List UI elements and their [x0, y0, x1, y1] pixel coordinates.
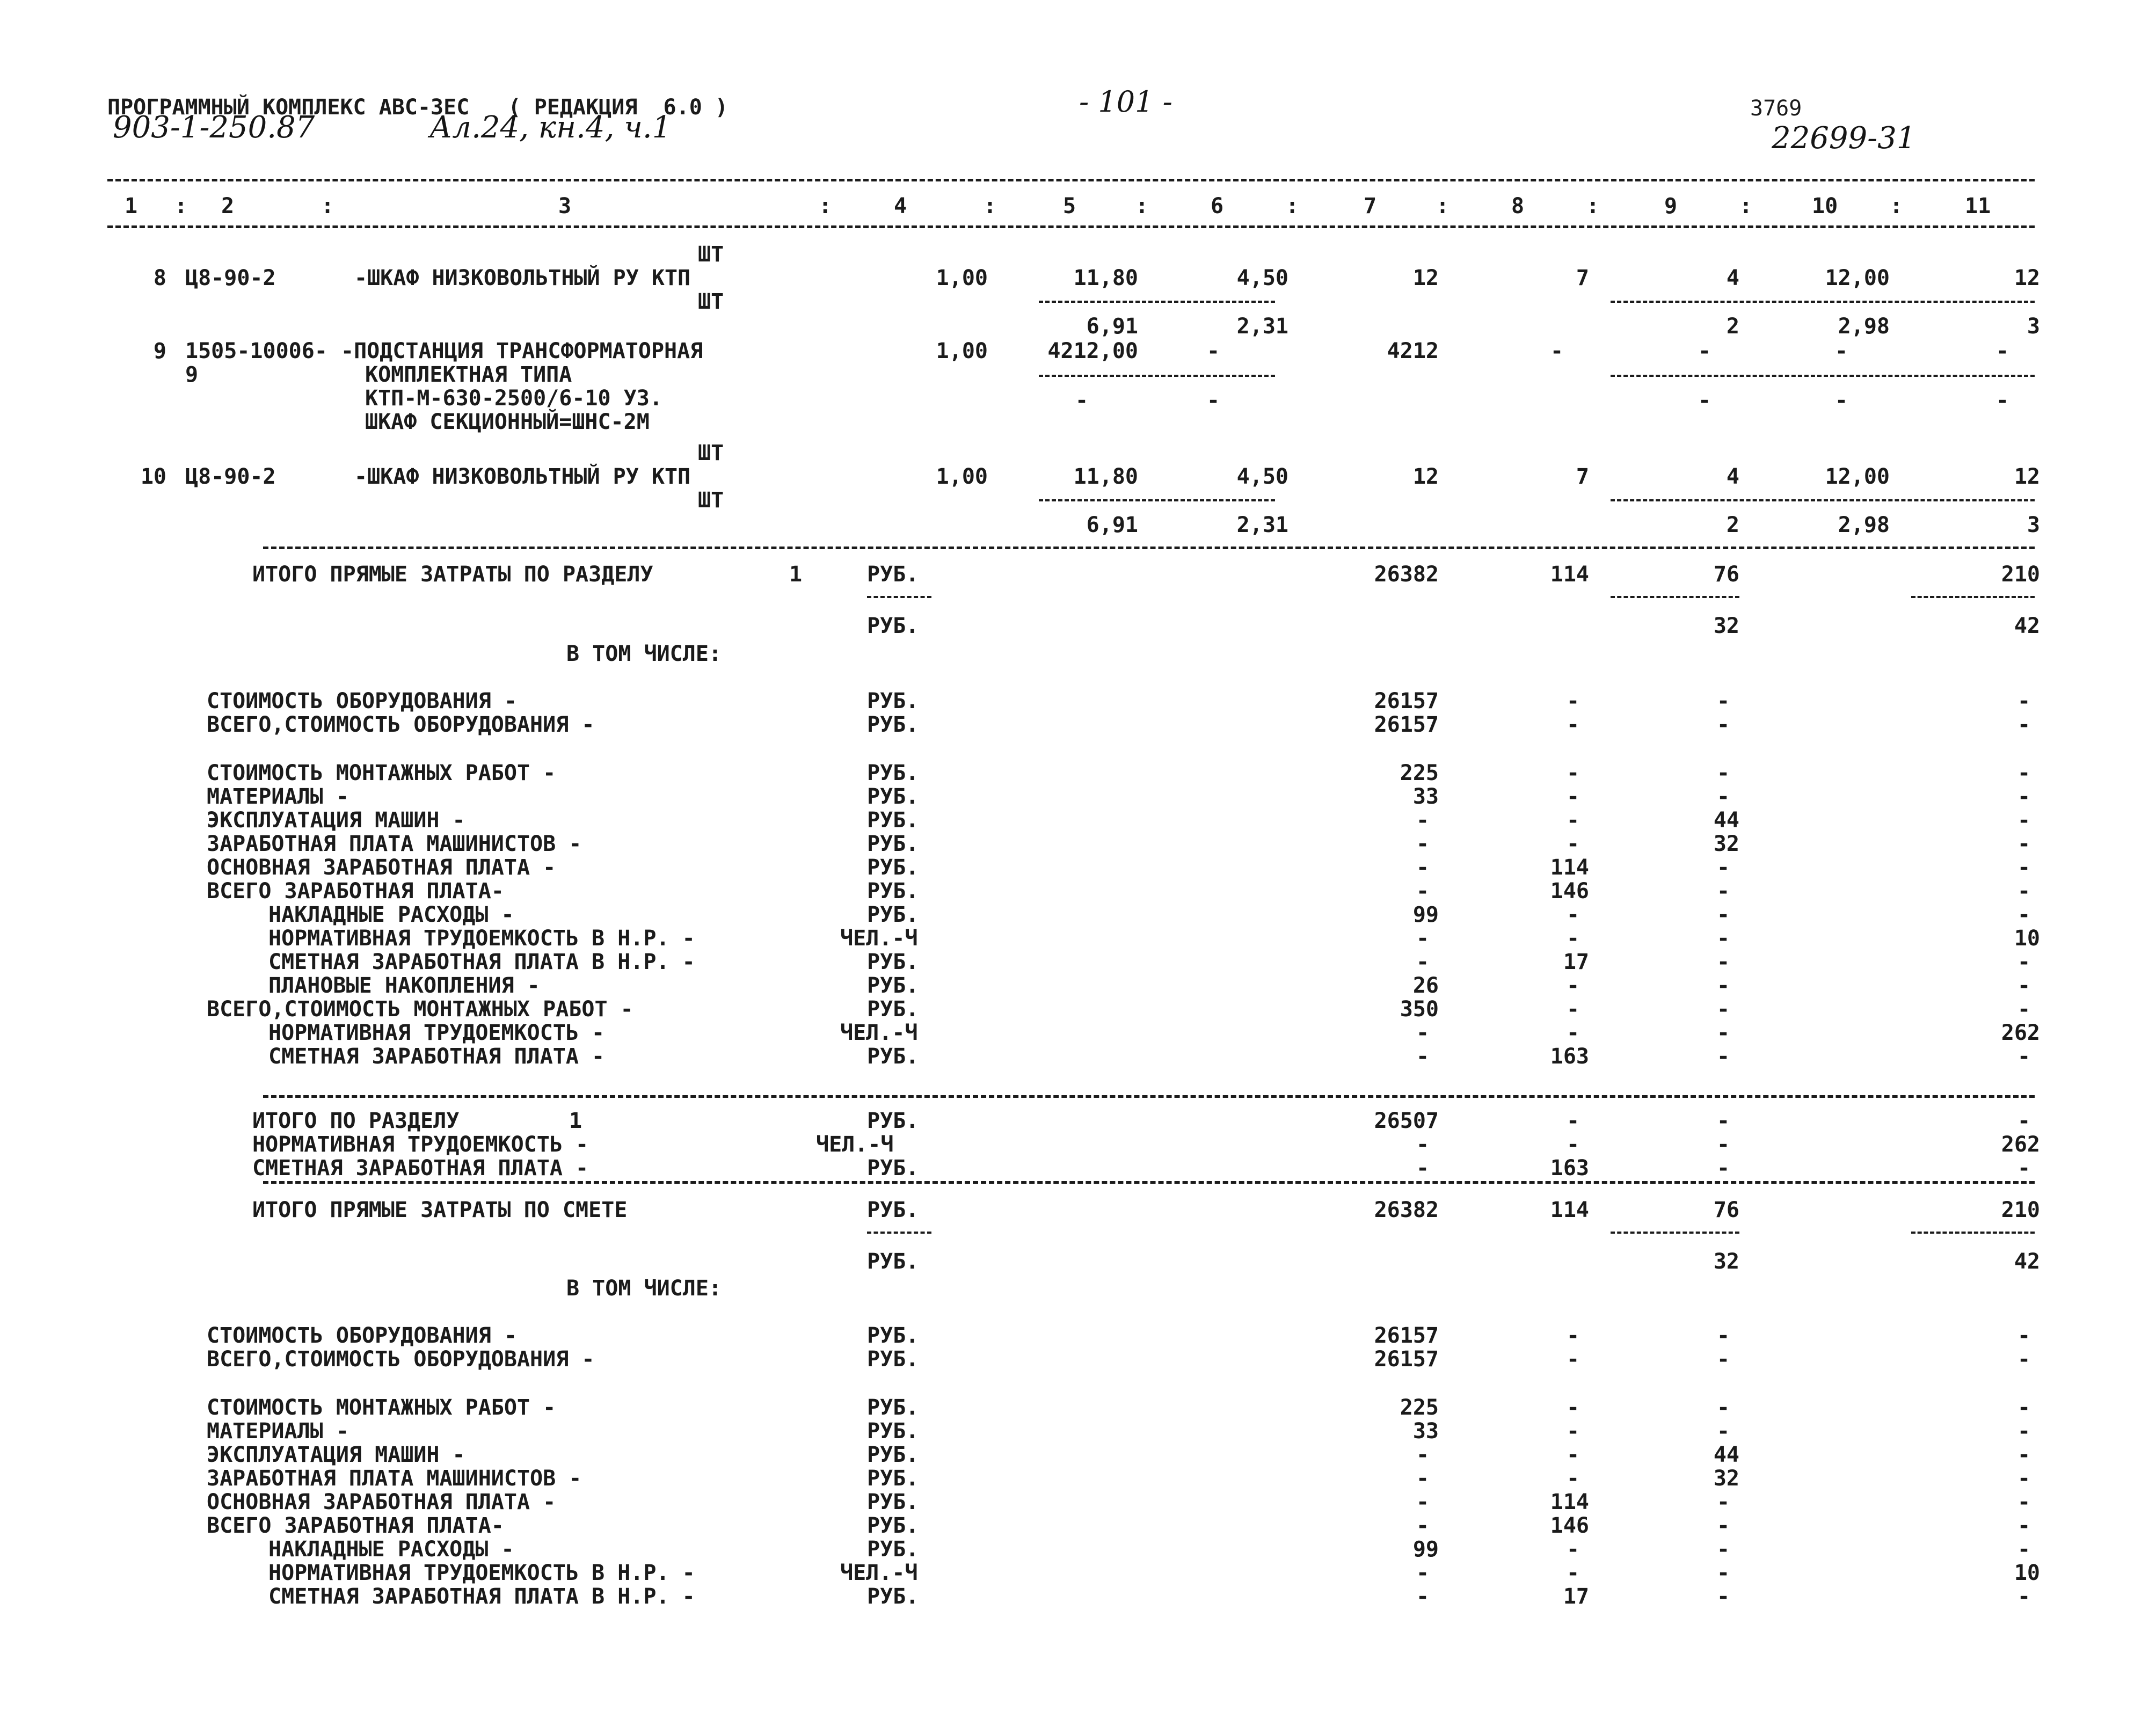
item-code: Ц8-90-2	[185, 266, 276, 290]
unit-label: ШТ	[698, 441, 724, 465]
total-c7: 26382	[1374, 562, 1439, 587]
program-title: ПРОГРАММНЫЙ КОМПЛЕКС АВС-3ЕС ( РЕДАКЦИЯ 6.0 )	[107, 95, 728, 120]
row-label: ВСЕГО,СТОИМОСТЬ ОБОРУДОВАНИЯ -	[207, 1347, 595, 1372]
item-c9-bottom: -	[1698, 388, 1711, 413]
value-c9: -	[1716, 997, 1730, 1022]
item-c5: 4212,00	[1047, 339, 1138, 363]
value-c8: 114	[1550, 855, 1589, 880]
item-c9: 4	[1726, 464, 1739, 489]
value-c8: -	[1566, 997, 1580, 1022]
section-rule	[263, 1095, 2035, 1098]
section-number: 1	[789, 562, 803, 587]
unit-label: РУБ.	[867, 1347, 919, 1372]
total-c11: 210	[2001, 1198, 2040, 1222]
value-c9: -	[1716, 1537, 1730, 1562]
row-label: ВСЕГО,СТОИМОСТЬ ОБОРУДОВАНИЯ -	[207, 712, 595, 737]
item-quantity: 1,00	[936, 266, 988, 290]
total-c7: 26382	[1374, 1198, 1439, 1222]
item-c6-bottom: 2,31	[1236, 314, 1288, 339]
value-c7: -	[1416, 1584, 1430, 1609]
value-c9: -	[1716, 1490, 1730, 1514]
unit-label: ЧЕЛ.-Ч	[840, 1561, 918, 1585]
col-sep: :	[819, 194, 832, 218]
value-c9: -	[1716, 902, 1730, 927]
item-name: ШКАФ СЕКЦИОННЫЙ=ШНС-2М	[365, 410, 650, 434]
item-c8: 7	[1576, 266, 1589, 290]
col-7: 7	[1364, 194, 1377, 218]
value-c8: -	[1566, 1466, 1580, 1491]
item-c6: 4,50	[1236, 266, 1288, 290]
value-c8: -	[1566, 1443, 1580, 1467]
col-sep: :	[174, 194, 188, 218]
value-c7: -	[1416, 855, 1430, 880]
total-c11-bottom: 42	[2014, 614, 2040, 638]
value-c8: -	[1566, 1561, 1580, 1585]
page-number: - 101 -	[1079, 85, 1172, 119]
item-c6-bottom: -	[1206, 388, 1220, 413]
value-c11: -	[2017, 1466, 2031, 1491]
value-c7: 225	[1400, 1395, 1439, 1420]
value-c7: 33	[1412, 1419, 1439, 1444]
item-c5-bottom: 6,91	[1086, 513, 1138, 537]
value-c9: -	[1716, 1132, 1730, 1157]
col-8: 8	[1511, 194, 1525, 218]
value-c11: -	[2017, 1156, 2031, 1181]
item-name: -ШКАФ НИЗКОВОЛЬТНЫЙ РУ КТП	[354, 464, 691, 489]
item-c7: 4212	[1387, 339, 1439, 363]
value-c11: -	[2017, 1443, 2031, 1467]
total-c9: 76	[1713, 1198, 1739, 1222]
value-c8: -	[1566, 1419, 1580, 1444]
unit-label: РУБ.	[867, 1109, 919, 1133]
unit-label: РУБ.	[867, 761, 919, 785]
item-c11-bottom: -	[1995, 388, 2009, 413]
value-c7: -	[1416, 926, 1430, 951]
including-heading: В ТОМ ЧИСЛЕ:	[566, 642, 722, 666]
col-sep: :	[1739, 194, 1753, 218]
value-c11: -	[2017, 855, 2031, 880]
value-c8: -	[1566, 973, 1580, 998]
row-label: НАКЛАДНЫЕ РАСХОДЫ -	[268, 1537, 514, 1562]
value-c9: 32	[1713, 1466, 1739, 1491]
unit-label: РУБ.	[867, 1513, 919, 1538]
row-label: СТОИМОСТЬ ОБОРУДОВАНИЯ -	[207, 689, 517, 713]
header-rule-top	[107, 179, 2035, 181]
value-c11: -	[2017, 1044, 2031, 1069]
value-c8: -	[1566, 1021, 1580, 1045]
value-c8: -	[1566, 784, 1580, 809]
value-c11: -	[2017, 1537, 2031, 1562]
value-c7: 26157	[1374, 1323, 1439, 1348]
value-c9: -	[1716, 1347, 1730, 1372]
subrow-rule	[1039, 499, 1275, 501]
value-c7: -	[1416, 1513, 1430, 1538]
item-c6-bottom: 2,31	[1236, 513, 1288, 537]
col-11: 11	[1965, 194, 1991, 218]
item-c5-bottom: -	[1075, 388, 1089, 413]
value-c9: -	[1716, 1513, 1730, 1538]
col-sep: :	[1586, 194, 1600, 218]
value-c9: -	[1716, 1044, 1730, 1069]
value-c11: 10	[2014, 1561, 2040, 1585]
value-c11: 262	[2001, 1021, 2040, 1045]
value-c9: -	[1716, 950, 1730, 974]
unit-label: РУБ.	[867, 1044, 919, 1069]
row-label: ЗАРАБОТНАЯ ПЛАТА МАШИНИСТОВ -	[207, 1466, 582, 1491]
item-c8: -	[1550, 339, 1564, 363]
item-c10-bottom: 2,98	[1838, 513, 1890, 537]
value-c7: -	[1416, 808, 1430, 833]
row-label: НОРМАТИВНАЯ ТРУДОЕМКОСТЬ -	[252, 1132, 589, 1157]
item-c5: 11,80	[1073, 464, 1138, 489]
item-code: 1505-10006-	[185, 339, 327, 363]
unit-label: РУБ.	[867, 1537, 919, 1562]
col-5: 5	[1063, 194, 1076, 218]
item-c10-bottom: -	[1834, 388, 1848, 413]
row-label: ИТОГО ПО РАЗДЕЛУ	[252, 1109, 460, 1133]
total-c8: 114	[1550, 562, 1589, 587]
unit-label: РУБ.	[867, 832, 919, 856]
item-c10: 12,00	[1825, 266, 1890, 290]
unit-label: РУБ.	[867, 1198, 919, 1222]
value-c11: 262	[2001, 1132, 2040, 1157]
item-c11-bottom: 3	[2027, 314, 2040, 339]
item-c6: -	[1206, 339, 1220, 363]
row-label: МАТЕРИАЛЫ -	[207, 1419, 349, 1444]
item-number: 10	[140, 464, 166, 489]
row-label: СМЕТНАЯ ЗАРАБОТНАЯ ПЛАТА -	[268, 1044, 605, 1069]
unit-label: РУБ.	[867, 1249, 919, 1274]
value-c9: 32	[1713, 832, 1739, 856]
row-label: ВСЕГО,СТОИМОСТЬ МОНТАЖНЫХ РАБОТ -	[207, 997, 633, 1022]
row-label: ЭКСПЛУАТАЦИЯ МАШИН -	[207, 1443, 465, 1467]
value-c11: -	[2017, 689, 2031, 713]
row-label: СТОИМОСТЬ МОНТАЖНЫХ РАБОТ -	[207, 1395, 556, 1420]
value-c7: -	[1416, 1561, 1430, 1585]
value-c11: -	[2017, 1584, 2031, 1609]
section-rule	[263, 1181, 2035, 1184]
value-c11: -	[2017, 761, 2031, 785]
total-c9-bottom: 32	[1713, 614, 1739, 638]
item-c8: 7	[1576, 464, 1589, 489]
row-label: НОРМАТИВНАЯ ТРУДОЕМКОСТЬ -	[268, 1021, 605, 1045]
value-c11: -	[2017, 832, 2031, 856]
value-c11: -	[2017, 1323, 2031, 1348]
unit-label: РУБ.	[867, 1156, 919, 1181]
value-c7: 26157	[1374, 1347, 1439, 1372]
value-c9: -	[1716, 1395, 1730, 1420]
value-c8: -	[1566, 1132, 1580, 1157]
value-c9: -	[1716, 1156, 1730, 1181]
value-c7: 26507	[1374, 1109, 1439, 1133]
including-heading: В ТОМ ЧИСЛЕ:	[566, 1276, 722, 1301]
item-c11: 12	[2014, 266, 2040, 290]
value-c11: -	[2017, 997, 2031, 1022]
total-c9-bottom: 32	[1713, 1249, 1739, 1274]
value-c9: -	[1716, 926, 1730, 951]
value-c11: -	[2017, 784, 2031, 809]
value-c11: -	[2017, 1347, 2031, 1372]
value-c8: -	[1566, 926, 1580, 951]
subrow-rule	[1611, 301, 2035, 303]
value-c8: 146	[1550, 879, 1589, 904]
row-label: СМЕТНАЯ ЗАРАБОТНАЯ ПЛАТА В Н.Р. -	[268, 1584, 695, 1609]
value-c9: -	[1716, 1021, 1730, 1045]
unit-label: РУБ.	[867, 855, 919, 880]
unit-label: ЧЕЛ.-Ч	[840, 926, 918, 951]
item-c5: 11,80	[1073, 266, 1138, 290]
item-code: Ц8-90-2	[185, 464, 276, 489]
unit-label: ШТ	[698, 242, 724, 267]
value-c8: -	[1566, 1395, 1580, 1420]
item-name: -ПОДСТАНЦИЯ ТРАНСФОРМАТОРНАЯ	[341, 339, 703, 363]
subrow-rule	[1611, 375, 2035, 377]
item-c9: 4	[1726, 266, 1739, 290]
unit-label: РУБ.	[867, 562, 919, 587]
value-c9: -	[1716, 879, 1730, 904]
doc-code: 903-1-250.87	[113, 110, 315, 145]
value-c7: -	[1416, 1156, 1430, 1181]
unit-label: РУБ.	[867, 808, 919, 833]
value-c11: -	[2017, 950, 2031, 974]
unit-label: РУБ.	[867, 902, 919, 927]
value-c7: 33	[1412, 784, 1439, 809]
row-label: НОРМАТИВНАЯ ТРУДОЕМКОСТЬ В Н.Р. -	[268, 926, 695, 951]
value-c7: -	[1416, 1044, 1430, 1069]
item-c9: -	[1698, 339, 1711, 363]
value-c9: -	[1716, 761, 1730, 785]
value-c9: -	[1716, 1419, 1730, 1444]
unit-label: ЧЕЛ.-Ч	[840, 1021, 918, 1045]
section-total-label: ИТОГО ПРЯМЫЕ ЗАТРАТЫ ПО РАЗДЕЛУ	[252, 562, 653, 587]
value-c8: -	[1566, 1109, 1580, 1133]
col-sep: :	[1436, 194, 1450, 218]
value-c7: 26157	[1374, 689, 1439, 713]
value-c8: 163	[1550, 1156, 1589, 1181]
value-c9: -	[1716, 973, 1730, 998]
value-c8: -	[1566, 712, 1580, 737]
value-c7: 26	[1412, 973, 1439, 998]
value-c8: -	[1566, 1323, 1580, 1348]
item-number: 9	[153, 339, 166, 363]
value-c11: -	[2017, 879, 2031, 904]
item-code-continued: 9	[185, 362, 199, 387]
item-c10-bottom: 2,98	[1838, 314, 1890, 339]
item-number: 8	[153, 266, 166, 290]
item-c11: -	[1995, 339, 2009, 363]
subrow-rule	[1611, 499, 2035, 501]
item-name: КТП-М-630-2500/6-10 У3.	[365, 386, 662, 411]
col-sep: :	[984, 194, 997, 218]
item-c11: 12	[2014, 464, 2040, 489]
col-sep: :	[321, 194, 334, 218]
unit-label: РУБ.	[867, 689, 919, 713]
unit-rule	[867, 596, 931, 598]
unit-label: ШТ	[698, 289, 724, 314]
total-c11-bottom: 42	[2014, 1249, 2040, 1274]
row-label: НАКЛАДНЫЕ РАСХОДЫ -	[268, 902, 514, 927]
item-c10: 12,00	[1825, 464, 1890, 489]
header-rule-bottom	[107, 225, 2035, 228]
value-c8: -	[1566, 902, 1580, 927]
value-c8: -	[1566, 689, 1580, 713]
item-quantity: 1,00	[936, 339, 988, 363]
value-c8: 146	[1550, 1513, 1589, 1538]
value-c7: -	[1416, 1132, 1430, 1157]
item-c7: 12	[1412, 464, 1439, 489]
row-label: ЭКСПЛУАТАЦИЯ МАШИН -	[207, 808, 465, 833]
subrow-rule	[1039, 375, 1275, 377]
subrow-rule	[1911, 1232, 2035, 1234]
total-c9: 76	[1713, 562, 1739, 587]
subrow-rule	[1611, 1232, 1739, 1234]
row-label: ОСНОВНАЯ ЗАРАБОТНАЯ ПЛАТА -	[207, 1490, 556, 1514]
unit-label: РУБ.	[867, 1490, 919, 1514]
item-c5-bottom: 6,91	[1086, 314, 1138, 339]
section-rule	[263, 547, 2035, 549]
value-c11: 10	[2014, 926, 2040, 951]
item-c9-bottom: 2	[1726, 513, 1739, 537]
section-number: 1	[569, 1109, 582, 1133]
unit-label: РУБ.	[867, 1584, 919, 1609]
value-c7: 225	[1400, 761, 1439, 785]
value-c7: -	[1416, 950, 1430, 974]
unit-label: РУБ.	[867, 997, 919, 1022]
item-c10: -	[1834, 339, 1848, 363]
value-c8: 17	[1563, 950, 1589, 974]
value-c9: -	[1716, 1561, 1730, 1585]
row-label: ВСЕГО ЗАРАБОТНАЯ ПЛАТА-	[207, 879, 504, 904]
value-c8: -	[1566, 808, 1580, 833]
unit-label: РУБ.	[867, 1419, 919, 1444]
unit-label: РУБ.	[867, 1323, 919, 1348]
value-c11: -	[2017, 808, 2031, 833]
col-sep: :	[1890, 194, 1903, 218]
unit-label: РУБ.	[867, 1443, 919, 1467]
subrow-rule	[1911, 596, 2035, 598]
col-3: 3	[558, 194, 572, 218]
col-2: 2	[221, 194, 235, 218]
item-c6: 4,50	[1236, 464, 1288, 489]
value-c9: -	[1716, 1323, 1730, 1348]
value-c8: 114	[1550, 1490, 1589, 1514]
row-label: СТОИМОСТЬ МОНТАЖНЫХ РАБОТ -	[207, 761, 556, 785]
unit-label: РУБ.	[867, 712, 919, 737]
unit-label: РУБ.	[867, 614, 919, 638]
value-c7: -	[1416, 1443, 1430, 1467]
value-c7: -	[1416, 1490, 1430, 1514]
value-c9: 44	[1713, 1443, 1739, 1467]
unit-label: РУБ.	[867, 879, 919, 904]
value-c7: 99	[1412, 902, 1439, 927]
row-label: ВСЕГО ЗАРАБОТНАЯ ПЛАТА-	[207, 1513, 504, 1538]
value-c7: -	[1416, 879, 1430, 904]
value-c7: 26157	[1374, 712, 1439, 737]
subrow-rule	[1039, 301, 1275, 303]
unit-label: РУБ.	[867, 973, 919, 998]
col-4: 4	[894, 194, 907, 218]
subrow-rule	[1611, 596, 1739, 598]
value-c9: -	[1716, 689, 1730, 713]
row-label: СМЕТНАЯ ЗАРАБОТНАЯ ПЛАТА -	[252, 1156, 589, 1181]
value-c11: -	[2017, 1513, 2031, 1538]
value-c11: -	[2017, 1419, 2031, 1444]
row-label: ОСНОВНАЯ ЗАРАБОТНАЯ ПЛАТА -	[207, 855, 556, 880]
col-sep: :	[1286, 194, 1299, 218]
row-label: НОРМАТИВНАЯ ТРУДОЕМКОСТЬ В Н.Р. -	[268, 1561, 695, 1585]
value-c9: -	[1716, 1109, 1730, 1133]
value-c11: -	[2017, 902, 2031, 927]
registration-number: 22699-31	[1772, 121, 1916, 156]
item-c7: 12	[1412, 266, 1439, 290]
col-sep: :	[1135, 194, 1149, 218]
unit-label: РУБ.	[867, 1466, 919, 1491]
item-quantity: 1,00	[936, 464, 988, 489]
row-label: ПЛАНОВЫЕ НАКОПЛЕНИЯ -	[268, 973, 540, 998]
estimate-total-label: ИТОГО ПРЯМЫЕ ЗАТРАТЫ ПО СМЕТЕ	[252, 1198, 628, 1222]
item-name: КОМПЛЕКТНАЯ ТИПА	[365, 362, 572, 387]
value-c11: -	[2017, 1395, 2031, 1420]
value-c9: -	[1716, 855, 1730, 880]
unit-rule	[867, 1232, 931, 1234]
item-c9-bottom: 2	[1726, 314, 1739, 339]
value-c8: -	[1566, 832, 1580, 856]
value-c11: -	[2017, 973, 2031, 998]
value-c8: -	[1566, 1537, 1580, 1562]
unit-label: ШТ	[698, 488, 724, 513]
value-c7: -	[1416, 1466, 1430, 1491]
unit-label: РУБ.	[867, 950, 919, 974]
value-c8: 163	[1550, 1044, 1589, 1069]
value-c8: -	[1566, 1347, 1580, 1372]
col-6: 6	[1211, 194, 1224, 218]
item-c11-bottom: 3	[2027, 513, 2040, 537]
value-c7: 99	[1412, 1537, 1439, 1562]
col-1: 1	[125, 194, 138, 218]
sheet-number: 3769	[1750, 96, 1802, 121]
col-9: 9	[1664, 194, 1678, 218]
unit-label: РУБ.	[867, 784, 919, 809]
value-c11: -	[2017, 1109, 2031, 1133]
value-c9: 44	[1713, 808, 1739, 833]
total-c8: 114	[1550, 1198, 1589, 1222]
item-name: -ШКАФ НИЗКОВОЛЬТНЫЙ РУ КТП	[354, 266, 691, 290]
value-c11: -	[2017, 712, 2031, 737]
row-label: СМЕТНАЯ ЗАРАБОТНАЯ ПЛАТА В Н.Р. -	[268, 950, 695, 974]
row-label: СТОИМОСТЬ ОБОРУДОВАНИЯ -	[207, 1323, 517, 1348]
unit-label: ЧЕЛ.-Ч	[816, 1132, 894, 1157]
value-c7: -	[1416, 1021, 1430, 1045]
value-c7: 350	[1400, 997, 1439, 1022]
value-c8: -	[1566, 761, 1580, 785]
col-10: 10	[1812, 194, 1838, 218]
value-c9: -	[1716, 712, 1730, 737]
unit-label: РУБ.	[867, 1395, 919, 1420]
row-label: ЗАРАБОТНАЯ ПЛАТА МАШИНИСТОВ -	[207, 832, 582, 856]
value-c9: -	[1716, 1584, 1730, 1609]
value-c8: 17	[1563, 1584, 1589, 1609]
value-c7: -	[1416, 832, 1430, 856]
value-c11: -	[2017, 1490, 2031, 1514]
row-label: МАТЕРИАЛЫ -	[207, 784, 349, 809]
total-c11: 210	[2001, 562, 2040, 587]
album-reference: Ал.24, кн.4, ч.1	[429, 110, 672, 145]
value-c9: -	[1716, 784, 1730, 809]
